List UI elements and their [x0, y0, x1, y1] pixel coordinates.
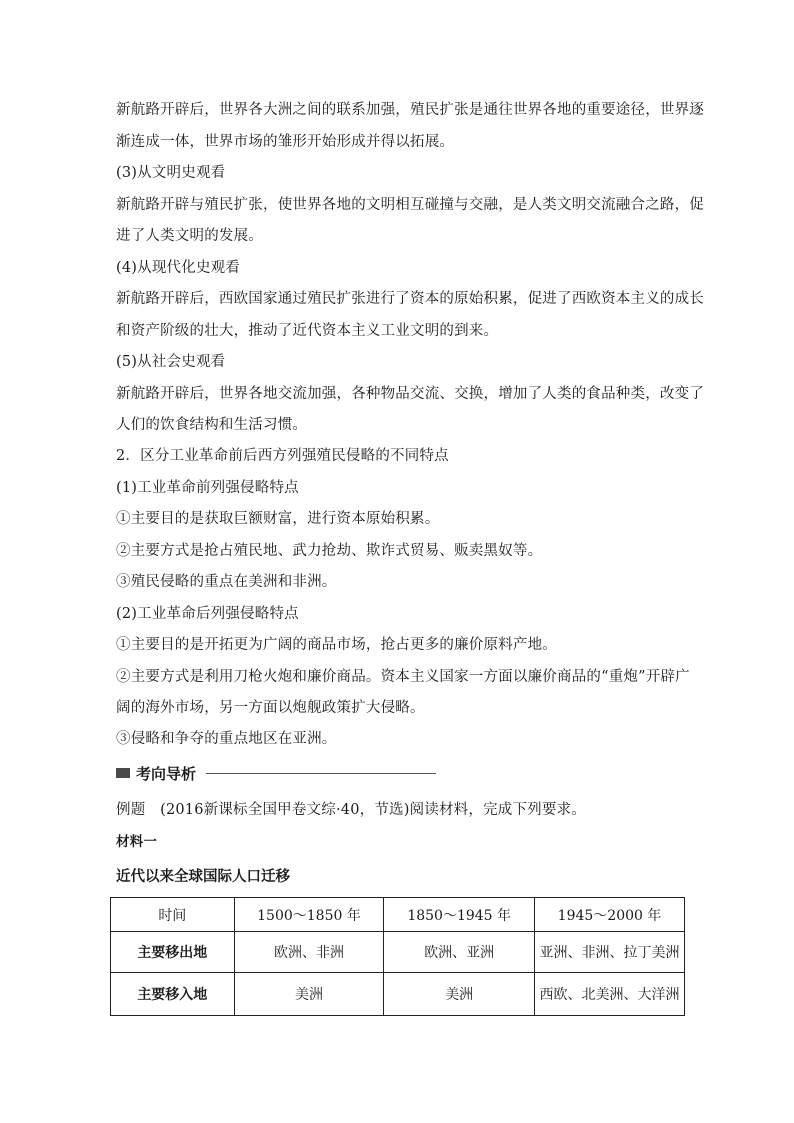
table-row [111, 932, 685, 973]
list-item: ①主要目的是获取巨额财富，进行资本原始积累。 [116, 511, 440, 527]
section-square-icon [116, 768, 130, 778]
section-header [116, 762, 436, 784]
paragraph-line: 进了人类文明的发展。 [116, 228, 263, 244]
paragraph-line: 和资产阶级的壮大，推动了近代资本主义工业文明的到来。 [116, 323, 499, 339]
paragraph-line: 新航路开辟后，西欧国家通过殖民扩张进行了资本的原始积累，促进了西欧资本主义的成长 [116, 291, 704, 307]
table-cell: 欧洲、非洲 [234, 932, 384, 973]
section-divider [206, 773, 436, 774]
row-header-cell: 主要移入地 [111, 973, 235, 1016]
header-cell: 1500～1850 年 [234, 898, 384, 932]
material-label: 材料一 [116, 834, 158, 850]
paragraph-line: 新航路开辟后，世界各大洲之间的联系加强，殖民扩张是通往世界各地的重要途径，世界逐 [116, 102, 704, 118]
table-cell: 欧洲、亚洲 [384, 932, 535, 973]
list-item: ③殖民侵略的重点在美洲和非洲。 [116, 574, 337, 590]
table-cell: 亚洲、非洲、拉丁美洲 [535, 932, 685, 973]
table-cell: 美洲 [384, 973, 535, 1016]
row-header-cell: 主要移出地 [111, 932, 235, 973]
numbered-heading: 2．区分工业革命前后西方列强殖民侵略的不同特点 [116, 448, 449, 464]
table-row [111, 973, 685, 1016]
table-caption: 近代以来全球国际人口迁移 [116, 868, 290, 885]
list-item: ②主要方式是利用刀枪火炮和廉价商品。资本主义国家一方面以廉价商品的“重炮”开辟广 [116, 669, 690, 685]
paragraph-line: 渐连成一体，世界市场的雏形开始形成并得以拓展。 [116, 134, 455, 150]
list-item: ①主要目的是开拓更为广阔的商品市场，抢占更多的廉价原料产地。 [116, 637, 557, 653]
table-cell: 西欧、北美洲、大洋洲 [535, 973, 685, 1016]
subheading-before-revolution: (1)工业革命前列强侵略特点 [116, 480, 299, 496]
subheading-after-revolution: (2)工业革命后列强侵略特点 [116, 606, 299, 622]
list-item: ②主要方式是抢占殖民地、武力抢劫、欺诈式贸易、贩卖黑奴等。 [116, 543, 543, 559]
paragraph-line: 人们的饮食结构和生活习惯。 [116, 417, 308, 433]
table-header-row [111, 898, 685, 932]
example-prompt: 例题 (2016新课标全国甲卷文综·40，节选)阅读材料，完成下列要求。 [116, 802, 586, 818]
table-cell: 美洲 [234, 973, 384, 1016]
list-item-continuation: 阔的海外市场，另一方面以炮舰政策扩大侵略。 [116, 700, 425, 716]
migration-table [110, 897, 685, 1016]
header-cell: 1945～2000 年 [535, 898, 685, 932]
paragraph-line: 新航路开辟后，世界各地交流加强，各种物品交流、交换，增加了人类的食品种类，改变了 [116, 386, 704, 402]
list-item: ③侵略和争夺的重点地区在亚洲。 [116, 731, 337, 747]
subheading-modernization-view: (4)从现代化史观看 [116, 260, 241, 276]
section-title: 考向导析 [136, 764, 197, 783]
header-cell: 时间 [111, 898, 235, 932]
subheading-civilization-view: (3)从文明史观看 [116, 165, 226, 181]
subheading-social-history-view: (5)从社会史观看 [116, 354, 226, 370]
header-cell: 1850～1945 年 [384, 898, 535, 932]
paragraph-line: 新航路开辟与殖民扩张，使世界各地的文明相互碰撞与交融，是人类文明交流融合之路，促 [116, 197, 704, 213]
